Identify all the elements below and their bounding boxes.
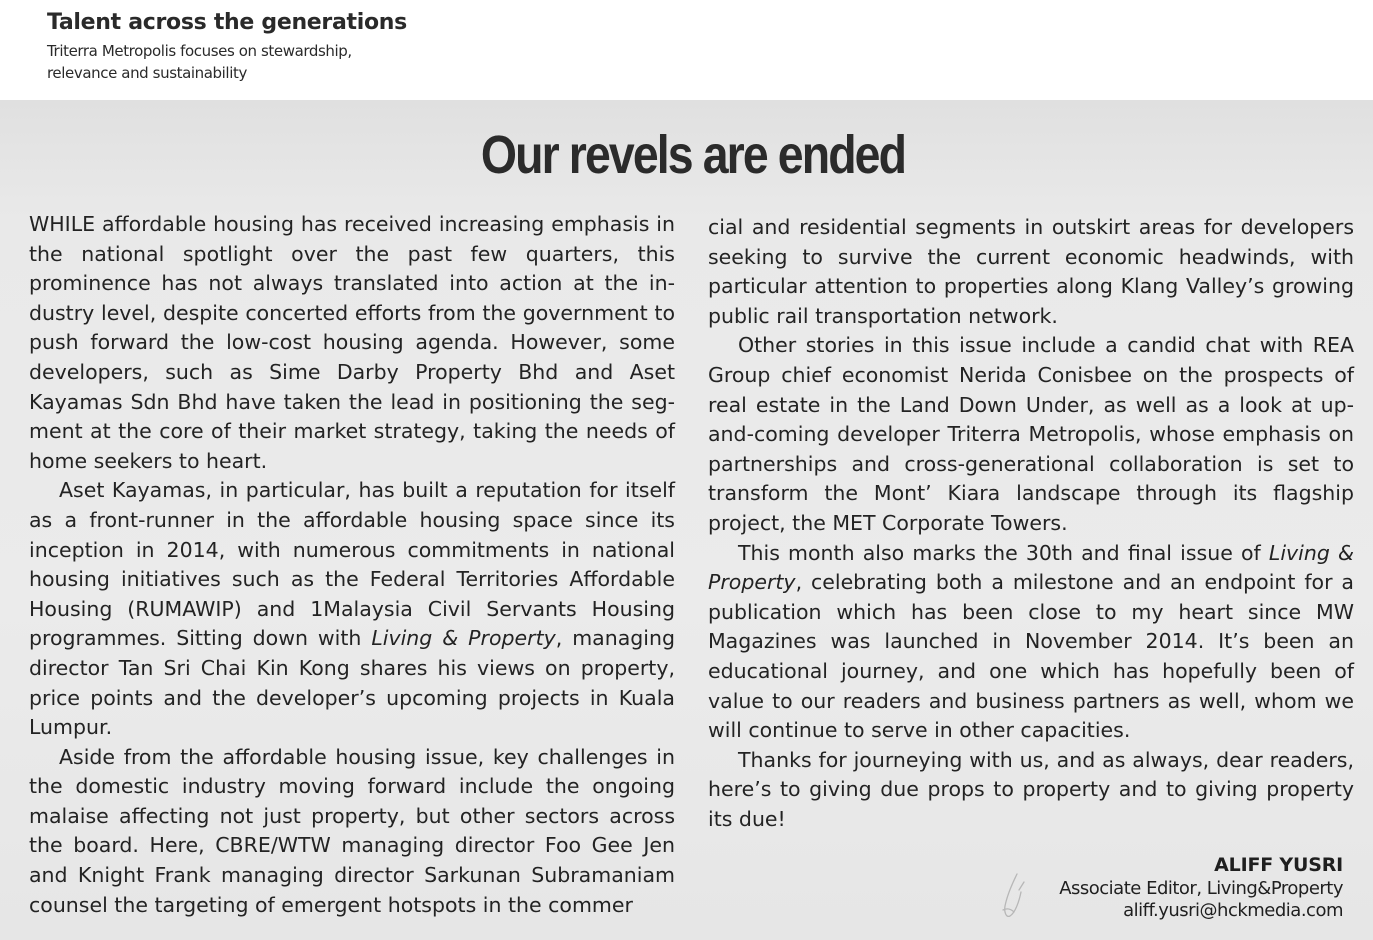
teaser-block <box>47 10 467 84</box>
right-paragraph-1: cial and residential segments in outskirt areas for developers seeking to survive the current economic headwinds, with particular attention to properties along Klang Valley’s growing public rail transportation network. <box>708 215 1354 328</box>
publication-name-italic: Living & Property <box>371 626 556 651</box>
author-name: ALIFF YUSRI <box>1214 854 1343 876</box>
left-column <box>29 210 675 920</box>
left-paragraph-3: Aside from the affordable housing issue, key challenges in the domestic industry moving forward include the ongoing malaise affecting not just property, but other sectors across the board. Here, CBRE/WTW managing director Foo Gee Jen and Knight Frank managing director Sarkunan Subramaniam counsel the targeting of emergent hotspots in the commer <box>29 744 675 917</box>
right-paragraph-3-text-b: , celebrating both a milestone and an endpoint for a publication which has been close to my heart since MW Magazines was launched in November 2014. It’s been an educational journey, and one which has hopefully been of value to our readers and business partners as well, whom we will continue to serve in other capacities. <box>708 570 1354 743</box>
signature-scribble-icon <box>997 872 1031 924</box>
author-title: Associate Editor, Living&Property <box>1059 878 1343 899</box>
left-paragraph-2-text-b: , managing director Tan Sri Chai Kin Kong shares his views on property, price points and the developer’s upcoming projects in Kuala Lumpur. <box>29 626 676 740</box>
left-paragraph-2-text-a: Aset Kayamas, in particular, has built a reputation for itself as a front-runner in the affordable housing space since its inception in 2014, with numerous commitments in national housing initiatives such as the Federal Territories Affordable Housing (RUMAWIP) and 1Malaysia Civil Servants Housing programmes. Sitting down with <box>29 478 675 651</box>
article-headline: Our revels are ended <box>480 125 906 185</box>
right-paragraph-3 <box>708 539 1354 746</box>
teaser-title: Talent across the generations <box>47 10 407 35</box>
author-signature <box>1059 852 1343 922</box>
teaser-subtitle <box>47 40 467 84</box>
right-paragraph-2: Other stories in this issue include a candid chat with REA Group chief economist Nerida Conisbee on the prospects of real estate in the Land Down Under, as well as a look at up-and-coming developer Triterra Metropolis, whose emphasis on partnerships and cross-generational collaboration is set to transform the Mont’ Kiara landscape through its flagship project, the MET Corporate Towers. <box>708 333 1354 535</box>
right-paragraph-3-text-a: This month also marks the 30th and final issue of <box>738 540 1269 565</box>
left-paragraph-1: WHILE affordable housing has received increasing emphasis in the national spotlight over the past few quarters, this prominence has not always translated into action at the industry level, despite concerted efforts from the government to push forward the low-cost housing agenda. However, some developers, such as Sime Darby Property Bhd and Aset Kayamas Sdn Bhd have taken the lead in positioning the segment at the core of their market strategy, taking the needs of home seekers to heart. <box>29 212 675 473</box>
teaser-subtitle-line-1: Triterra Metropolis focuses on stewardship, <box>47 42 352 60</box>
right-column <box>708 213 1354 834</box>
left-paragraph-2 <box>29 476 675 742</box>
right-paragraph-4: Thanks for journeying with us, and as always, dear readers, here’s to giving due props to property and to giving property its due! <box>708 747 1354 831</box>
author-email: aliff.yusri@hckmedia.com <box>1123 900 1343 921</box>
publication-name-italic: Living & Property <box>708 540 1354 595</box>
teaser-subtitle-line-2: relevance and sustainability <box>47 64 247 82</box>
